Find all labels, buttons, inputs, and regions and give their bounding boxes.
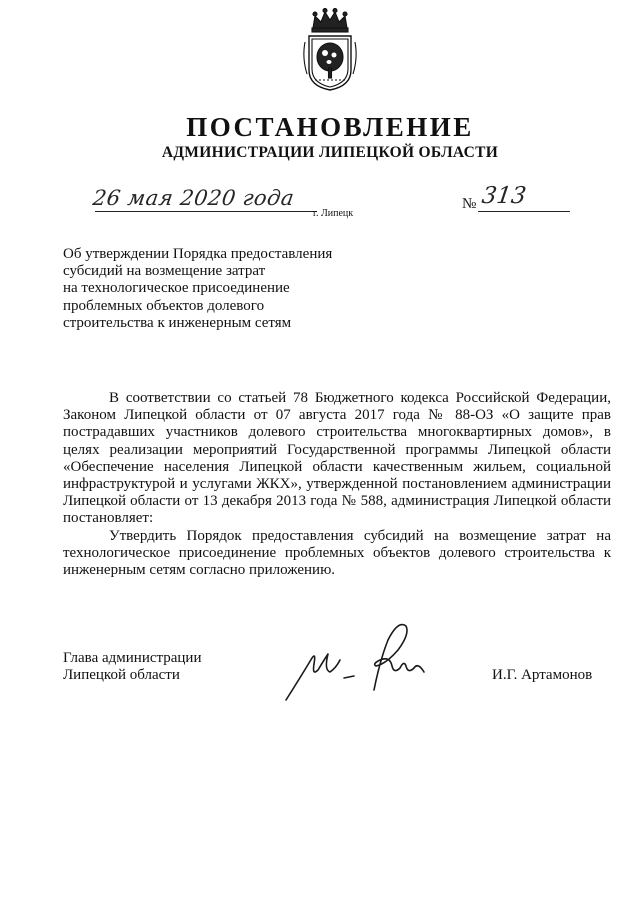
body-line: технологическое присоединение проблемных объектов долевого строительства к — [63, 544, 611, 561]
body-line: постановляет: — [63, 510, 154, 527]
handwritten-date: 26 мая 2020 года — [91, 186, 296, 210]
number-underline — [478, 211, 570, 212]
subject-line: проблемных объектов долевого — [63, 297, 265, 314]
document-title: ПОСТАНОВЛЕНИЕ — [186, 112, 474, 142]
document-subtitle: АДМИНИСТРАЦИИ ЛИПЕЦКОЙ ОБЛАСТИ — [161, 144, 499, 161]
subject-line: на технологическое присоединение — [63, 280, 290, 297]
subject-line: субсидий на возмещение затрат — [63, 263, 266, 280]
body-line: Законом Липецкой области от 07 августа 2017 года № 88-ОЗ «О защите прав — [63, 407, 611, 424]
number-label: № — [462, 196, 477, 212]
subject-line: строительства к инженерным сетям — [63, 314, 292, 331]
subject-line: Об утверждении Порядка предоставления — [63, 246, 333, 262]
body-line: пострадавших участников долевого строительства многоквартирных домов», в — [63, 424, 611, 441]
body-line: целях реализации мероприятий Государственной программы Липецкой области — [63, 441, 611, 458]
body-line: Утвердить Порядок предоставления субсидий на возмещение затрат на — [109, 527, 611, 544]
body-line: Липецкой области от 13 декабря 2013 года № 588, администрация Липецкой области — [63, 493, 611, 510]
signer-name: И.Г. Артамонов — [492, 667, 593, 683]
signer-position-line: Глава администрации — [63, 650, 202, 666]
document-subject — [63, 246, 393, 332]
signer-position-line: Липецкой области — [63, 667, 180, 684]
document-body — [63, 390, 611, 579]
body-line: В соответствии со статьей 78 Бюджетного кодекса Российской Федерации, — [109, 390, 611, 406]
handwritten-number: 313 — [480, 183, 528, 209]
coat-of-arms-emblem — [301, 8, 359, 92]
body-line: инженерным сетям согласно приложению. — [63, 562, 336, 579]
handwritten-signature — [278, 614, 438, 706]
body-line: «Обеспечение населения Липецкой области качественным жильем, социальной — [63, 458, 611, 475]
date-underline — [95, 211, 317, 212]
city-label: г. Липецк — [313, 208, 354, 219]
signer-position — [63, 650, 263, 684]
body-line: инфраструктурой и услугами ЖКХ», утвержденной постановлением администрации — [63, 476, 611, 493]
